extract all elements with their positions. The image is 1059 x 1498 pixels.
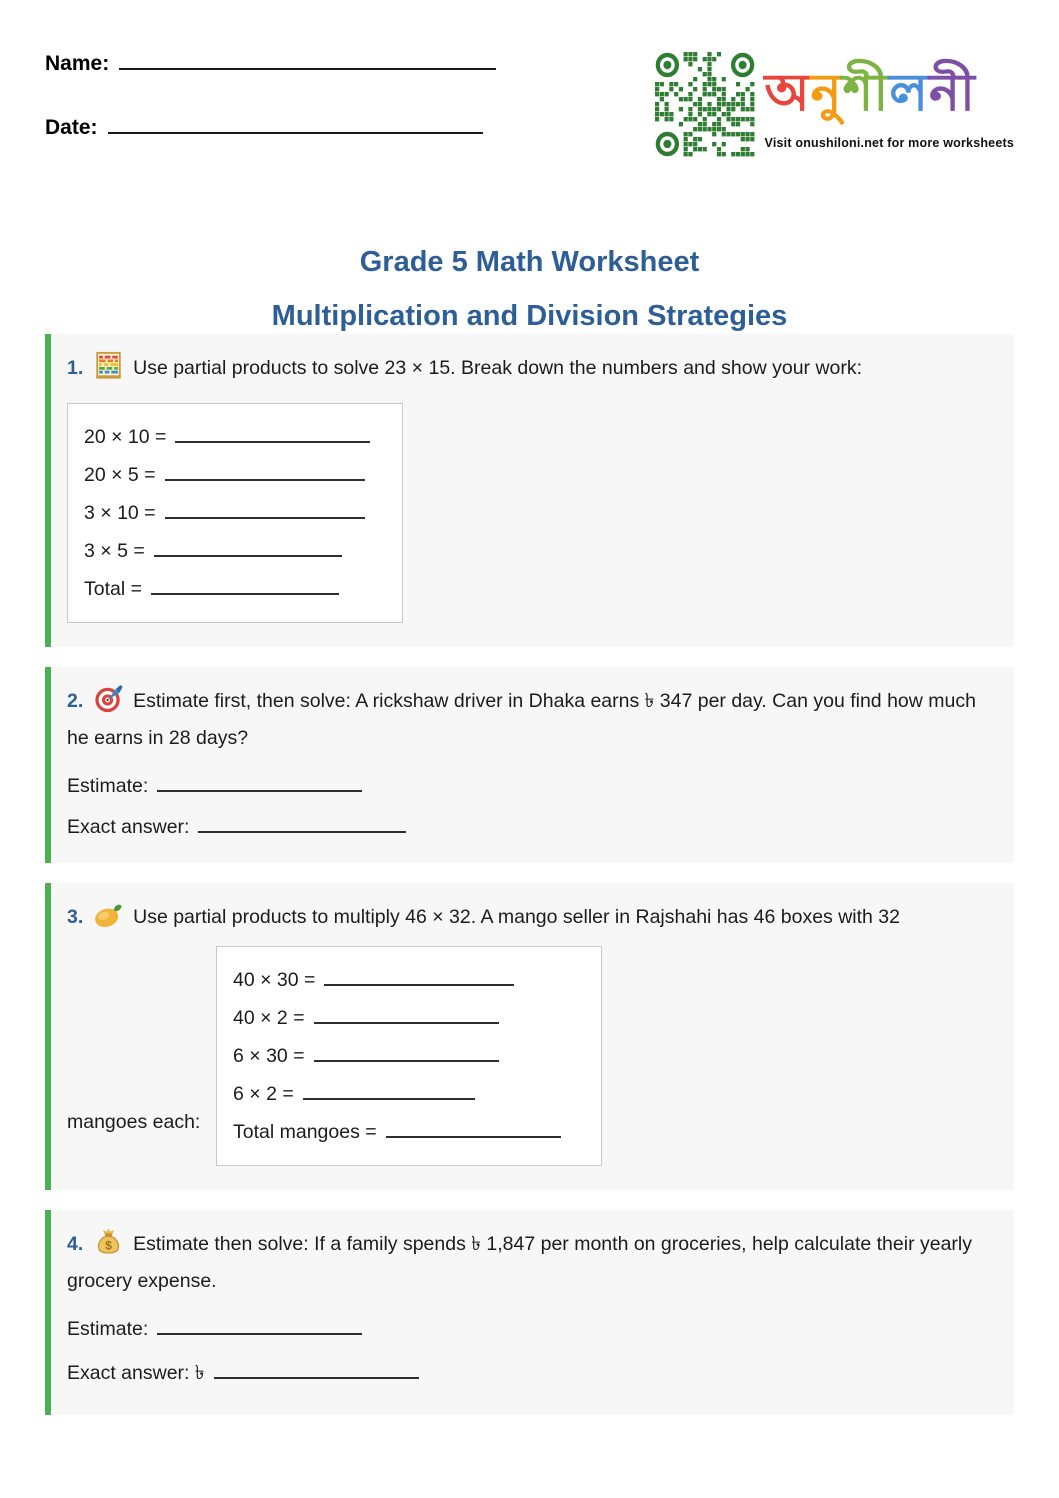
question-3-bottom [67, 946, 994, 1166]
answer-line[interactable] [175, 431, 370, 443]
question-4-text: Estimate then solve: If a family spends ৳ 1,847 per month on groceries, help calculate their yearly grocery expense. [67, 1233, 972, 1292]
answer-line[interactable] [303, 1088, 475, 1100]
estimate-label: Estimate: [67, 775, 149, 797]
brand-char-1: অ [764, 64, 811, 122]
date-input-line[interactable] [108, 120, 483, 134]
exact-answer-line[interactable] [214, 1367, 419, 1379]
question-section-4 [45, 1210, 1014, 1415]
work-row [233, 969, 587, 992]
question-section-2 [45, 667, 1014, 863]
work-row [84, 464, 388, 487]
work-row [233, 1007, 587, 1030]
work-row [84, 540, 388, 563]
question-section-3 [45, 883, 1014, 1190]
question-4-line [67, 1226, 994, 1300]
question-3-line [67, 899, 994, 936]
work-row-label: 20 × 5 = [84, 464, 156, 486]
exact-answer-line[interactable] [198, 821, 406, 833]
question-1-work-box [67, 403, 403, 623]
question-3-text-continued: mangoes each: [67, 1111, 201, 1133]
answer-line[interactable] [314, 1012, 499, 1024]
question-3-text: Use partial products to multiply 46 × 32. A mango seller in Rajshahi has 46 boxes with 32 [133, 906, 900, 928]
work-row [233, 1121, 587, 1144]
answer-line[interactable] [324, 974, 514, 986]
question-1-number: 1. [67, 357, 84, 379]
question-1-text: Use partial products to solve 23 × 15. Break down the numbers and show your work: [133, 357, 863, 379]
question-2-number: 2. [67, 690, 84, 712]
worksheet-title-block [0, 244, 1059, 334]
student-fields [45, 52, 496, 180]
question-1-line [67, 350, 994, 387]
question-3-work-box [216, 946, 602, 1166]
answer-line[interactable] [165, 469, 365, 481]
work-row-label: Total mangoes = [233, 1121, 377, 1143]
question-section-1 [45, 334, 1014, 647]
answer-line[interactable] [151, 583, 339, 595]
exact-answer-row [67, 816, 994, 839]
svg-text:$: $ [104, 1238, 112, 1253]
brand-char-3: শী [842, 64, 890, 122]
estimate-label: Estimate: [67, 1318, 149, 1340]
work-row-label: 20 × 10 = [84, 426, 167, 448]
question-4-number: 4. [67, 1233, 84, 1255]
work-row-label: 40 × 30 = [233, 969, 316, 991]
work-row [84, 426, 388, 449]
date-label: Date: [45, 116, 98, 139]
qr-code-icon [655, 52, 755, 157]
work-row-label: 6 × 30 = [233, 1045, 305, 1067]
exact-answer-label: Exact answer: [67, 816, 190, 838]
work-row-label: Total = [84, 578, 142, 600]
answer-line[interactable] [165, 507, 365, 519]
answer-line[interactable] [154, 545, 342, 557]
work-row-label: 3 × 5 = [84, 540, 145, 562]
page-header [0, 0, 1059, 180]
brand-char-4: ল [889, 64, 930, 122]
brand-tagline: Visit onushiloni.net for more worksheets [764, 136, 1014, 150]
work-row [233, 1083, 587, 1106]
work-row [233, 1045, 587, 1068]
mango-icon [93, 900, 124, 930]
estimate-row [67, 1318, 994, 1341]
page-title: Grade 5 Math Worksheet [359, 246, 700, 278]
work-row-label: 6 × 2 = [233, 1083, 294, 1105]
brand-logo [765, 52, 1014, 134]
question-2-text: Estimate first, then solve: A rickshaw driver in Dhaka earns ৳ 347 per day. Can you find how much he earns in 28 days? [67, 690, 976, 749]
date-field [45, 116, 496, 140]
estimate-answer-line[interactable] [157, 780, 362, 792]
estimate-answer-line[interactable] [157, 1323, 362, 1335]
answer-line[interactable] [386, 1126, 561, 1138]
money-bag-icon [93, 1227, 124, 1257]
brand-block [655, 52, 1014, 157]
name-field [45, 52, 496, 76]
name-input-line[interactable] [119, 56, 496, 70]
answer-line[interactable] [314, 1050, 499, 1062]
exact-answer-row [67, 1359, 994, 1391]
exact-answer-label: Exact answer: ৳ [67, 1362, 205, 1384]
abacus-icon [93, 351, 124, 381]
dart-target-icon [93, 684, 124, 714]
brand-char-5: নী [929, 64, 976, 122]
work-row-label: 3 × 10 = [84, 502, 156, 524]
work-row [84, 578, 388, 601]
brand-char-2: নু [810, 64, 843, 122]
work-row [84, 502, 388, 525]
question-3-number: 3. [67, 906, 84, 928]
work-row-label: 40 × 2 = [233, 1007, 305, 1029]
brand-column [765, 52, 1014, 150]
estimate-row [67, 775, 994, 798]
question-2-line [67, 683, 994, 757]
name-label: Name: [45, 52, 110, 75]
page-subtitle: Multiplication and Division Strategies [271, 300, 788, 332]
